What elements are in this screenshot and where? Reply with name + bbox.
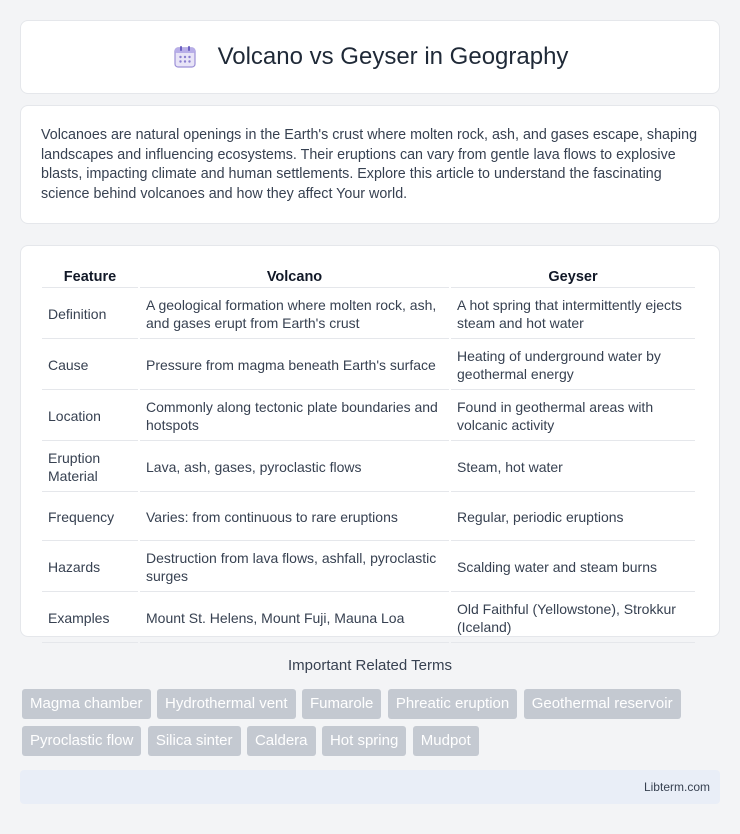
term-tag[interactable]: Geothermal reservoir xyxy=(524,689,681,719)
feature-cell: Cause xyxy=(42,341,138,390)
feature-cell: Examples xyxy=(42,594,138,643)
geyser-cell: Scalding water and steam burns xyxy=(451,543,695,592)
term-tag[interactable]: Phreatic eruption xyxy=(388,689,517,719)
term-tag[interactable]: Fumarole xyxy=(302,689,381,719)
table-row xyxy=(42,392,695,441)
feature-cell: Frequency xyxy=(42,494,138,541)
feature-cell: Eruption Material xyxy=(42,443,138,492)
term-tag[interactable]: Hydrothermal vent xyxy=(157,689,296,719)
comparison-table xyxy=(40,264,697,645)
geyser-cell: Heating of underground water by geothermal energy xyxy=(451,341,695,390)
intro-text: Volcanoes are natural openings in the Earth's crust where molten rock, ash, and gases escape, shaping landscapes and influencing ecosystems. Their eruptions can vary from gentle lava flows to explosive blasts, impacting climate and human settlements. Explore this article to understand the fascinating science behind volcanoes and how they affect Your world. xyxy=(41,127,698,202)
volcano-cell: Pressure from magma beneath Earth's surface xyxy=(140,341,449,390)
term-tag[interactable]: Caldera xyxy=(247,726,316,756)
geyser-cell: Regular, periodic eruptions xyxy=(451,494,695,541)
table-row xyxy=(42,290,695,339)
volcano-cell: Commonly along tectonic plate boundaries and hotspots xyxy=(140,392,449,441)
table-row xyxy=(42,594,695,643)
table-row xyxy=(42,443,695,492)
header-card xyxy=(20,20,720,94)
feature-cell: Hazards xyxy=(42,543,138,592)
footer xyxy=(20,770,720,804)
term-tag[interactable]: Silica sinter xyxy=(148,726,241,756)
feature-cell: Location xyxy=(42,392,138,441)
geyser-cell: Found in geothermal areas with volcanic activity xyxy=(451,392,695,441)
volcano-cell: Varies: from continuous to rare eruptions xyxy=(140,494,449,541)
intro-card xyxy=(20,105,720,224)
term-tag[interactable]: Pyroclastic flow xyxy=(22,726,141,756)
term-tag[interactable]: Hot spring xyxy=(322,726,406,756)
volcano-cell: Destruction from lava flows, ashfall, pyroclastic surges xyxy=(140,543,449,592)
related-terms-title: Important Related Terms xyxy=(288,657,452,674)
header-feature: Feature xyxy=(42,266,138,288)
volcano-cell: A geological formation where molten rock, ash, and gases erupt from Earth's crust xyxy=(140,290,449,339)
term-tag[interactable]: Mudpot xyxy=(413,726,479,756)
feature-cell: Definition xyxy=(42,290,138,339)
footer-site-link[interactable]: Libterm.com xyxy=(643,780,710,794)
calendar-icon xyxy=(172,44,198,70)
term-tag[interactable]: Magma chamber xyxy=(22,689,151,719)
table-row xyxy=(42,341,695,390)
geyser-cell: Steam, hot water xyxy=(451,443,695,492)
header-geyser: Geyser xyxy=(451,266,695,288)
table-header-row xyxy=(42,266,695,288)
related-terms-list xyxy=(22,689,722,763)
page-title: Volcano vs Geyser in Geography xyxy=(217,43,569,70)
table-row xyxy=(42,543,695,592)
volcano-cell: Lava, ash, gases, pyroclastic flows xyxy=(140,443,449,492)
geyser-cell: A hot spring that intermittently ejects steam and hot water xyxy=(451,290,695,339)
geyser-cell: Old Faithful (Yellowstone), Strokkur (Iceland) xyxy=(451,594,695,643)
volcano-cell: Mount St. Helens, Mount Fuji, Mauna Loa xyxy=(140,594,449,643)
table-row xyxy=(42,494,695,541)
header-volcano: Volcano xyxy=(140,266,449,288)
comparison-table-card xyxy=(20,245,720,637)
